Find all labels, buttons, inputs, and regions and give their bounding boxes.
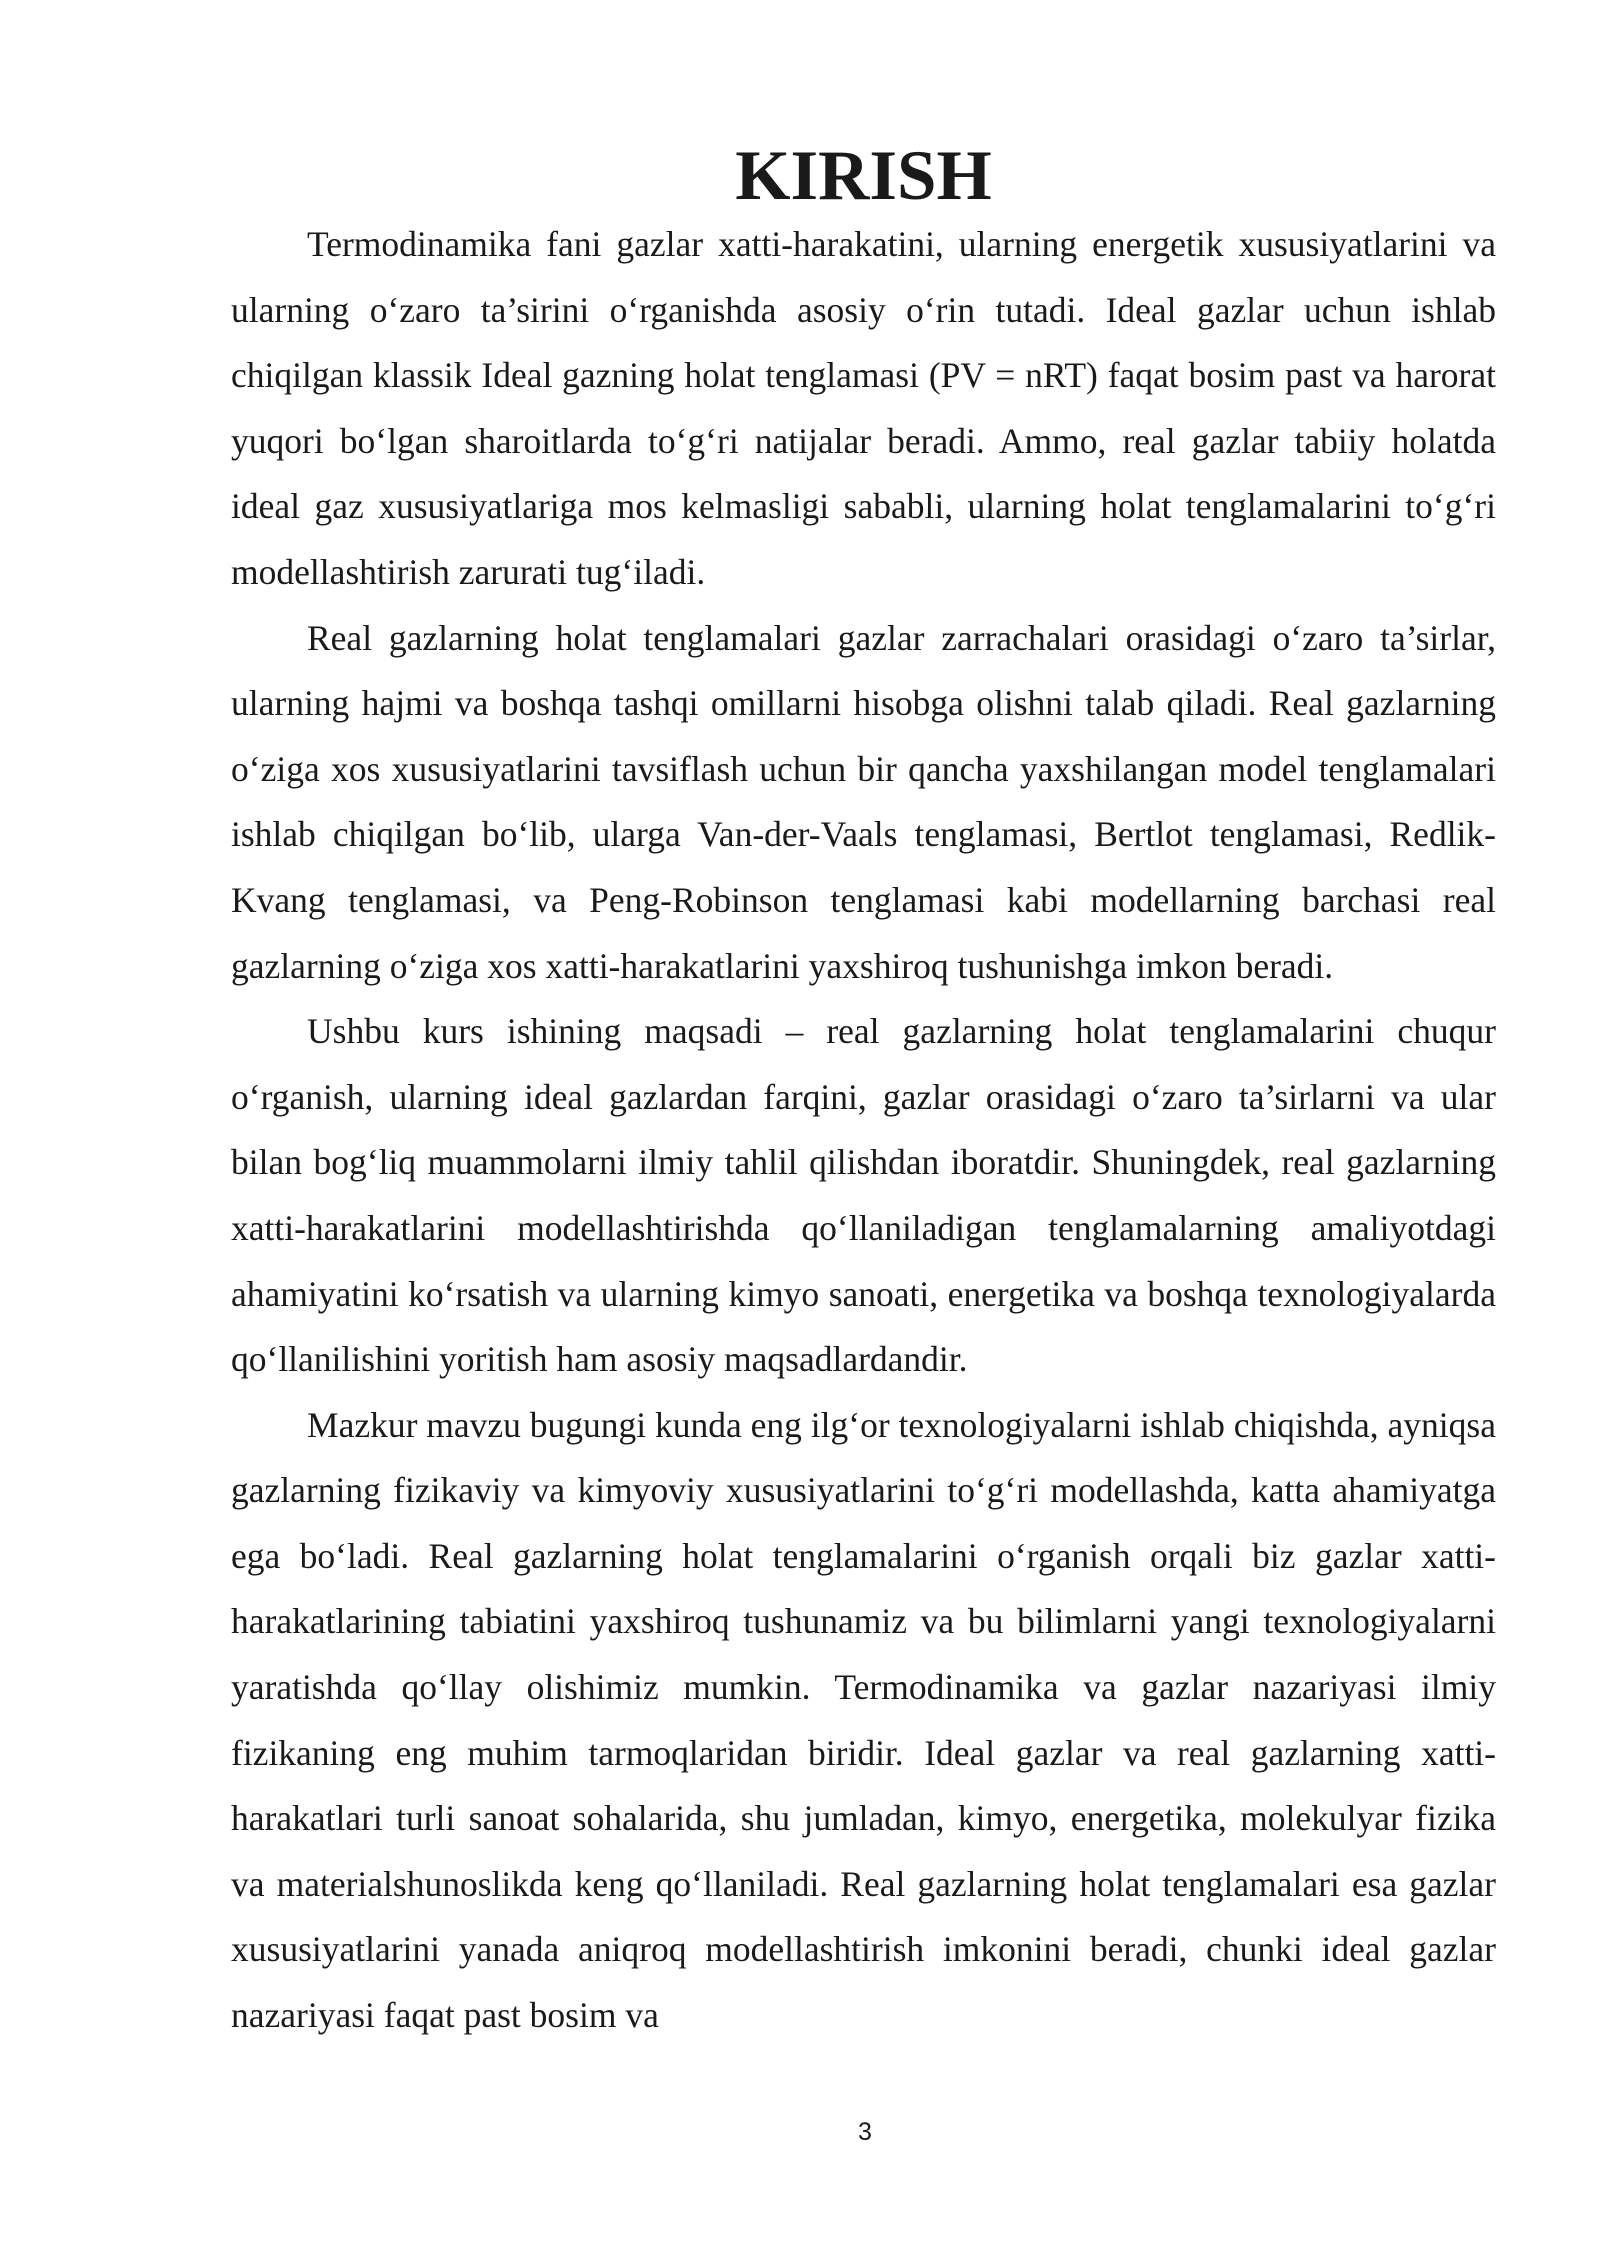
paragraph-2: Real gazlarning holat tenglamalari gazlar zarrachalari orasidagi o‘zaro ta’sirlar, ularning hajmi va boshqa tashqi omillarni hisobga olishni talab qiladi. Real gazlarning o‘ziga xos xususiyatlarini tavsiflash uchun bir qancha yaxshilangan model tenglamalari ishlab chiqilgan bo‘lib, ularga Van-der-Vaals tenglamasi, Bertlot tenglamasi, Redlik-Kvang tenglamasi, va Peng-Robinson tenglamasi kabi modellarning barchasi real gazlarning o‘ziga xos xatti-harakatlarini yaxshiroq tushunishga imkon beradi. bbox=[231, 617, 1496, 986]
paragraph-3: Ushbu kurs ishining maqsadi – real gazlarning holat tenglamalarini chuqur o‘rganish, ularning ideal gazlardan farqini, gazlar orasidagi o‘zaro ta’sirlarni va ular bilan bog‘liq muammolarni ilmiy tahlil qilishdan iboratdir. Shuningdek, real gazlarning xatti-harakatlarini modellashtirishda qo‘llaniladigan tenglamalarning amaliyotdagi ahamiyatini ko‘rsatish va ularning kimyo sanoati, energetika va boshqa texnologiyalarda qo‘llanilishini yoritish ham asosiy maqsadlardandir. bbox=[231, 1011, 1496, 1380]
section-title: KIRISH bbox=[735, 137, 992, 215]
paragraph-4: Mazkur mavzu bugungi kunda eng ilg‘or texnologiyalarni ishlab chiqishda, ayniqsa gazlarning fizikaviy va kimyoviy xususiyatlarini to‘g‘ri modellashda, katta ahamiyatga ega bo‘ladi. Real gazlarning holat tenglamalarini o‘rganish orqali biz gazlar xatti-harakatlarining tabiatini yaxshiroq tushunamiz va bu bilimlarni yangi texnologiyalarni yaratishda qo‘llay olishimiz mumkin. Termodinamika va gazlar nazariyasi ilmiy fizikaning eng muhim tarmoqlaridan biridir. Ideal gazlar va real gazlarning xatti-harakatlari turli sanoat sohalarida, shu jumladan, kimyo, energetika, molekulyar fizika va materialshunoslikda keng qo‘llaniladi. Real gazlarning holat tenglamalari esa gazlar xususiyatlarini yanada aniqroq modellashtirish imkonini beradi, chunki ideal gazlar nazariyasi faqat past bosim va bbox=[231, 1404, 1496, 2036]
page-number: 3 bbox=[858, 2118, 872, 2146]
paragraph-1: Termodinamika fani gazlar xatti-harakatini, ularning energetik xususiyatlarini va ularning o‘zaro ta’sirini o‘rganishda asosiy o‘rin tutadi. Ideal gazlar uchun ishlab chiqilgan klassik Ideal gazning holat tenglamasi (PV = nRT) faqat bosim past va harorat yuqori bo‘lgan sharoitlarda to‘g‘ri natijalar beradi. Ammo, real gazlar tabiiy holatda ideal gaz xususiyatlariga mos kelmasligi sababli, ularning holat tenglamalarini to‘g‘ri modellashtirish zarurati tug‘iladi. bbox=[231, 224, 1496, 592]
page-content bbox=[231, 137, 1496, 2049]
